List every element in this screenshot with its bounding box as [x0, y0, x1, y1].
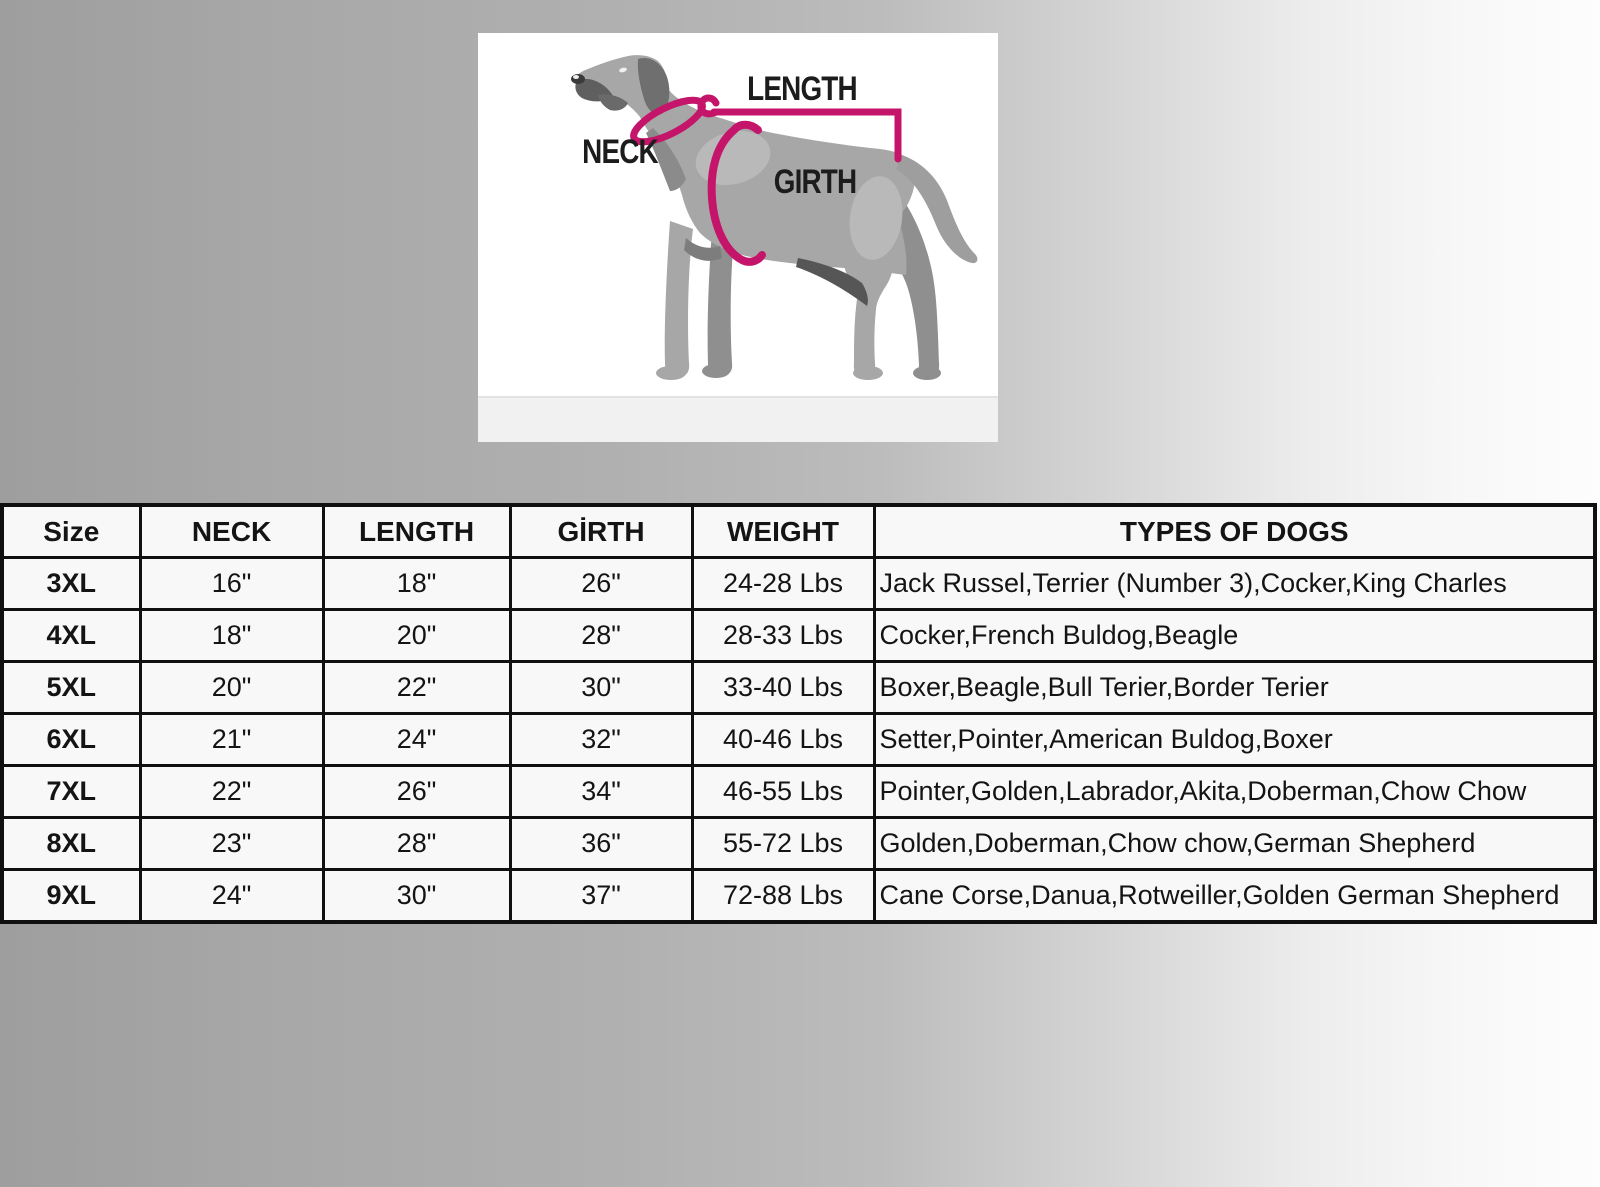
header-neck: NECK: [140, 505, 323, 558]
neck-label: NECK: [582, 132, 658, 171]
header-row: [2, 505, 1595, 558]
dog-measurement-diagram: [478, 33, 998, 442]
table-row: [2, 610, 1595, 662]
cell-length: 26": [323, 766, 510, 818]
girth-label: GIRTH: [773, 162, 857, 201]
cell-length: 30": [323, 870, 510, 923]
header-types: TYPES OF DOGS: [874, 505, 1595, 558]
cell-length: 22": [323, 662, 510, 714]
cell-weight: 33-40 Lbs: [692, 662, 874, 714]
dog-far-rear-foot: [913, 366, 941, 380]
cell-size: 4XL: [2, 610, 140, 662]
dog-near-front-foot: [656, 366, 686, 380]
cell-types: Pointer,Golden,Labrador,Akita,Doberman,Chow Chow: [874, 766, 1595, 818]
table-row: [2, 662, 1595, 714]
cell-neck: 16": [140, 558, 323, 610]
cell-size: 6XL: [2, 714, 140, 766]
dog-nose: [571, 74, 585, 84]
dog-illustration: [478, 33, 998, 442]
cell-weight: 72-88 Lbs: [692, 870, 874, 923]
cell-types: Setter,Pointer,American Buldog,Boxer: [874, 714, 1595, 766]
dog-near-rear-foot: [853, 366, 883, 380]
cell-weight: 40-46 Lbs: [692, 714, 874, 766]
cell-size: 8XL: [2, 818, 140, 870]
cell-girth: 32": [510, 714, 692, 766]
cell-size: 3XL: [2, 558, 140, 610]
table-row: [2, 714, 1595, 766]
dog-nose-highlight: [573, 75, 579, 79]
cell-size: 9XL: [2, 870, 140, 923]
cell-neck: 22": [140, 766, 323, 818]
cell-neck: 23": [140, 818, 323, 870]
cell-length: 18": [323, 558, 510, 610]
size-chart-table: [0, 503, 1597, 924]
length-label: LENGTH: [747, 69, 857, 108]
floor-line: [478, 396, 998, 398]
cell-types: Jack Russel,Terrier (Number 3),Cocker,King Charles: [874, 558, 1595, 610]
cell-weight: 24-28 Lbs: [692, 558, 874, 610]
table-row: [2, 766, 1595, 818]
cell-types: Boxer,Beagle,Bull Terier,Border Terier: [874, 662, 1595, 714]
cell-types: Golden,Doberman,Chow chow,German Shepherd: [874, 818, 1595, 870]
cell-neck: 24": [140, 870, 323, 923]
table-row: [2, 558, 1595, 610]
floor-strip: [478, 397, 998, 442]
cell-girth: 36": [510, 818, 692, 870]
cell-types: Cocker,French Buldog,Beagle: [874, 610, 1595, 662]
cell-girth: 37": [510, 870, 692, 923]
cell-weight: 46-55 Lbs: [692, 766, 874, 818]
cell-neck: 21": [140, 714, 323, 766]
cell-length: 20": [323, 610, 510, 662]
dog-far-front-foot: [702, 364, 730, 378]
cell-neck: 18": [140, 610, 323, 662]
cell-size: 5XL: [2, 662, 140, 714]
cell-neck: 20": [140, 662, 323, 714]
header-girth: GİRTH: [510, 505, 692, 558]
cell-weight: 55-72 Lbs: [692, 818, 874, 870]
table-row: [2, 818, 1595, 870]
cell-girth: 34": [510, 766, 692, 818]
table-row: [2, 870, 1595, 923]
cell-weight: 28-33 Lbs: [692, 610, 874, 662]
header-size: Size: [2, 505, 140, 558]
header-weight: WEIGHT: [692, 505, 874, 558]
header-length: LENGTH: [323, 505, 510, 558]
cell-types: Cane Corse,Danua,Rotweiller,Golden German Shepherd: [874, 870, 1595, 923]
cell-girth: 26": [510, 558, 692, 610]
cell-girth: 30": [510, 662, 692, 714]
cell-size: 7XL: [2, 766, 140, 818]
cell-length: 24": [323, 714, 510, 766]
cell-length: 28": [323, 818, 510, 870]
cell-girth: 28": [510, 610, 692, 662]
